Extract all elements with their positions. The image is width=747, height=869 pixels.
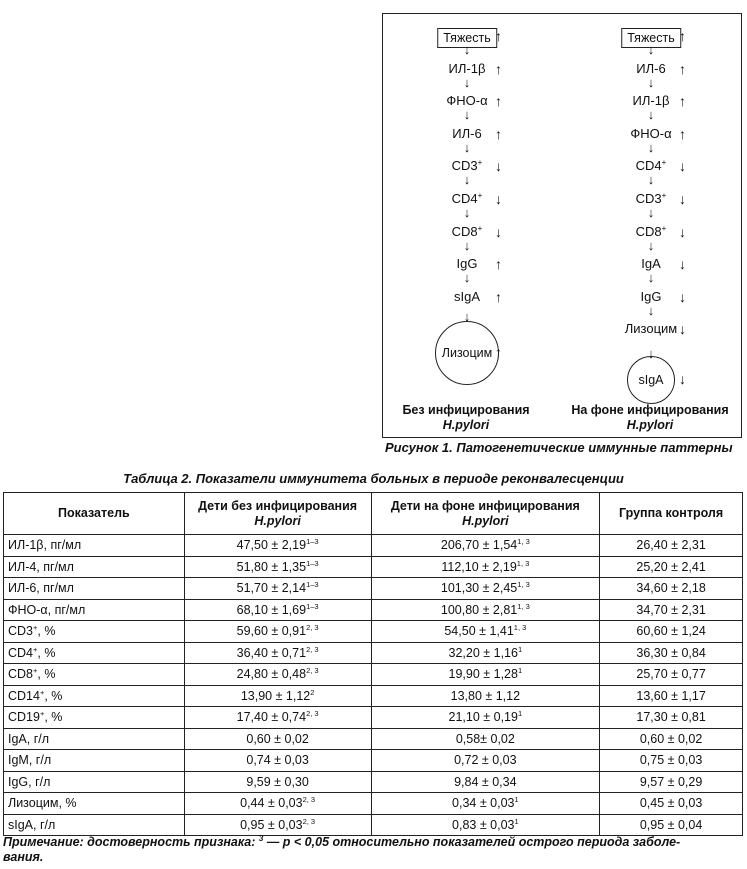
cell-no-infection: $24,80 \pm 0,48^{2, 3}$ xyxy=(184,664,371,686)
cell-indicator: CD3+, % xyxy=(4,621,185,643)
node-label: IgG xyxy=(640,288,662,304)
node-circle: sIgA xyxy=(627,356,675,404)
cell-no-infection: $51,70 \pm 2,14^{1-3}$ xyxy=(184,578,371,600)
down-arrow-icon: ↓ xyxy=(647,139,655,155)
cell-control: 9,57 ± 0,29 xyxy=(600,771,743,793)
left-column-caption xyxy=(371,403,561,433)
node-label: CD3 xyxy=(451,158,478,174)
table-row xyxy=(4,599,743,621)
cell-control: 26,40 ± 2,31 xyxy=(600,535,743,557)
down-arrow-icon: ↓ xyxy=(647,270,655,286)
cell-indicator: IgM, г/л xyxy=(4,750,185,772)
node-label: ИЛ-1β xyxy=(448,60,486,76)
trend-arrow-icon: ↓ xyxy=(495,191,502,207)
down-arrow-icon: ↓ xyxy=(647,205,655,220)
down-arrow-icon: ↓ xyxy=(463,309,471,324)
cell-no-infection: $47,50 \pm 2,19^{1-3}$ xyxy=(184,535,371,557)
table-row xyxy=(4,728,743,750)
trend-arrow-icon: ↓ xyxy=(679,158,686,175)
cell-with-infection: $21,10 \pm 0,19^1$ xyxy=(371,707,600,729)
trend-arrow-icon: ↑ xyxy=(679,125,686,142)
right-caption-line1: На фоне инфицирования xyxy=(571,403,729,417)
cell-with-infection: $0,34 \pm 0,03^1$ xyxy=(371,793,600,815)
pattern-node xyxy=(417,321,517,383)
cell-control: 34,70 ± 2,31 xyxy=(600,599,743,621)
trend-arrow-icon: ↓ xyxy=(679,321,686,338)
table-row xyxy=(4,793,743,815)
left-caption-line2: H.pylori xyxy=(442,418,490,432)
trend-arrow-icon: ↑ xyxy=(679,93,686,110)
cell-control: 25,20 ± 2,41 xyxy=(600,556,743,578)
trend-arrow-icon: ↑ xyxy=(495,93,502,110)
cell-with-infection: $112,10 \pm 2,19^{1, 3}$ xyxy=(371,556,600,578)
node-label: CD8 xyxy=(635,223,662,239)
table-row xyxy=(4,642,743,664)
cell-no-infection: $59,60 \pm 0,91^{2, 3}$ xyxy=(184,621,371,643)
down-arrow-icon: ↓ xyxy=(463,172,471,188)
node-label-sup: + xyxy=(661,158,667,168)
trend-arrow-icon: ↓ xyxy=(679,256,686,273)
cell-control: 0,60 ± 0,02 xyxy=(600,728,743,750)
note-text: — p < 0,05 относительно показателей острого периода заболе- xyxy=(263,835,681,849)
table-row xyxy=(4,664,743,686)
down-arrow-icon: ↓ xyxy=(647,237,655,253)
trend-arrow-icon: ↑ xyxy=(495,256,502,273)
node-label-sup: + xyxy=(661,223,667,233)
cell-control: 17,30 ± 0,81 xyxy=(600,707,743,729)
note-prefix: Примечание: достоверность признака: xyxy=(3,835,259,849)
cell-no-infection: $0,44 \pm 0,03^{2, 3}$ xyxy=(184,793,371,815)
trend-arrow-icon: ↑ xyxy=(495,344,502,360)
figure-title: Рисунок 1. Патогенетические иммунные паттерны xyxy=(385,440,733,455)
cell-no-infection: $36,40 \pm 0,71^{2, 3}$ xyxy=(184,642,371,664)
trend-arrow-icon: ↓ xyxy=(679,371,686,387)
trend-arrow-icon: ↑ xyxy=(495,125,502,142)
header-control-group: Группа контроля xyxy=(600,493,743,535)
node-label-sup: + xyxy=(477,158,483,168)
table-row xyxy=(4,621,743,643)
node-label: ФНО-α xyxy=(630,125,672,141)
note-sup: 3 xyxy=(258,834,264,843)
down-arrow-icon: ↓ xyxy=(463,107,471,123)
down-arrow-icon: ↓ xyxy=(463,237,471,253)
note-line2: вания. xyxy=(3,850,44,864)
down-arrow-icon: ↓ xyxy=(647,42,655,57)
node-label: CD3 xyxy=(635,191,662,206)
table-row xyxy=(4,814,743,836)
immunity-table xyxy=(3,492,743,836)
cell-indicator: CD19+, % xyxy=(4,707,185,729)
cell-no-infection: 9,59 ± 0,30 xyxy=(184,771,371,793)
node-label: ФНО-α xyxy=(446,93,488,109)
down-arrow-icon: ↓ xyxy=(647,74,655,90)
down-arrow-icon: ↓ xyxy=(647,302,655,318)
figure-box xyxy=(382,13,742,438)
trend-arrow-icon: ↓ xyxy=(495,158,502,175)
node-label-sup: + xyxy=(661,191,667,200)
node-label: IgA xyxy=(641,256,661,272)
header-no-infection: Дети без инфицирования H.pylori xyxy=(184,493,371,535)
node-box: Тяжесть xyxy=(437,28,497,48)
cell-control: 25,70 ± 0,77 xyxy=(600,664,743,686)
cell-indicator: CD8+, % xyxy=(4,664,185,686)
cell-indicator: CD14+, % xyxy=(4,685,185,707)
table-row xyxy=(4,707,743,729)
cell-indicator: ИЛ-6, пг/мл xyxy=(4,578,185,600)
cell-indicator: sIgA, г/л xyxy=(4,814,185,836)
down-arrow-icon: ↓ xyxy=(463,74,471,90)
table-row xyxy=(4,685,743,707)
node-label-sup: + xyxy=(477,223,483,233)
cell-control: 13,60 ± 1,17 xyxy=(600,685,743,707)
table-row xyxy=(4,750,743,772)
cell-with-infection: $19,90 \pm 1,28^1$ xyxy=(371,664,600,686)
table-row xyxy=(4,535,743,557)
cell-indicator: ИЛ-4, пг/мл xyxy=(4,556,185,578)
down-arrow-icon: ↓ xyxy=(463,42,471,57)
cell-control: 36,30 ± 0,84 xyxy=(600,642,743,664)
cell-indicator: IgG, г/л xyxy=(4,771,185,793)
trend-arrow-icon: ↓ xyxy=(679,223,686,240)
cell-control: 60,60 ± 1,24 xyxy=(600,621,743,643)
trend-arrow-icon: ↑ xyxy=(495,28,502,44)
table-row xyxy=(4,578,743,600)
cell-indicator: IgA, г/л xyxy=(4,728,185,750)
down-arrow-icon: ↓ xyxy=(463,139,471,155)
cell-with-infection: $54,50 \pm 1,41^{1, 3}$ xyxy=(371,621,600,643)
down-arrow-icon: ↓ xyxy=(647,346,655,361)
cell-with-infection: $206,70 \pm 1,54^{1, 3}$ xyxy=(371,535,600,557)
cell-no-infection: 0,60 ± 0,02 xyxy=(184,728,371,750)
cell-with-infection: $32,20 \pm 1,16^1$ xyxy=(371,642,600,664)
down-arrow-icon: ↓ xyxy=(647,172,655,188)
pattern-node xyxy=(601,321,701,337)
trend-arrow-icon: ↑ xyxy=(679,60,686,77)
node-label-sup: + xyxy=(477,191,483,200)
cell-with-infection: 13,80 ± 1,12 xyxy=(371,685,600,707)
cell-no-infection: $68,10 \pm 1,69^{1-3}$ xyxy=(184,599,371,621)
node-label: ИЛ-6 xyxy=(636,60,666,76)
cell-no-infection: $17,40 \pm 0,74^{2, 3}$ xyxy=(184,707,371,729)
node-label: CD4 xyxy=(635,158,662,174)
table-note xyxy=(3,835,743,865)
node-label: ИЛ-6 xyxy=(452,125,482,141)
node-label: Лизоцим xyxy=(624,321,678,337)
trend-arrow-icon: ↓ xyxy=(495,223,502,240)
node-label: IgG xyxy=(456,256,478,272)
pattern-node xyxy=(417,289,517,305)
cell-control: 0,95 ± 0,04 xyxy=(600,814,743,836)
header-with-infection: Дети на фоне инфицирования H.pylori xyxy=(371,493,600,535)
cell-no-infection: $51,80 \pm 1,35^{1-3}$ xyxy=(184,556,371,578)
left-caption-line1: Без инфицирования xyxy=(402,403,530,417)
cell-control: 34,60 ± 2,18 xyxy=(600,578,743,600)
cell-indicator: Лизоцим, % xyxy=(4,793,185,815)
cell-no-infection: 0,74 ± 0,03 xyxy=(184,750,371,772)
cell-no-infection: $13,90 \pm 1,12^2$ xyxy=(184,685,371,707)
trend-arrow-icon: ↑ xyxy=(495,288,502,305)
table-row xyxy=(4,771,743,793)
cell-indicator: ИЛ-1β, пг/мл xyxy=(4,535,185,557)
trend-arrow-icon: ↑ xyxy=(679,28,686,44)
cell-control: 0,45 ± 0,03 xyxy=(600,793,743,815)
cell-with-infection: 0,72 ± 0,03 xyxy=(371,750,600,772)
table-row xyxy=(4,556,743,578)
table-header-row xyxy=(4,493,743,535)
node-label: sIgA xyxy=(453,288,480,304)
cell-indicator: ФНО-α, пг/мл xyxy=(4,599,185,621)
down-arrow-icon: ↓ xyxy=(647,107,655,123)
table-title: Таблица 2. Показатели иммунитета больных в периоде реконвалесценции xyxy=(123,471,624,486)
down-arrow-icon: ↓ xyxy=(463,270,471,286)
cell-indicator: CD4+, % xyxy=(4,642,185,664)
cell-control: 0,75 ± 0,03 xyxy=(600,750,743,772)
node-circle: Лизоцим xyxy=(435,321,499,385)
trend-arrow-icon: ↓ xyxy=(679,288,686,305)
cell-with-infection: 9,84 ± 0,34 xyxy=(371,771,600,793)
cell-with-infection: $100,80 \pm 2,81^{1, 3}$ xyxy=(371,599,600,621)
node-box: Тяжесть xyxy=(621,28,681,48)
down-arrow-icon: ↓ xyxy=(463,205,471,220)
right-caption-line2: H.pylori xyxy=(626,418,674,432)
trend-arrow-icon: ↑ xyxy=(495,60,502,77)
right-column-caption xyxy=(555,403,745,433)
cell-with-infection: $101,30 \pm 2,45^{1, 3}$ xyxy=(371,578,600,600)
pattern-node xyxy=(601,356,701,402)
cell-with-infection: 0,58± 0,02 xyxy=(371,728,600,750)
node-label: ИЛ-1β xyxy=(632,93,670,109)
cell-no-infection: $0,95 \pm 0,03^{2, 3}$ xyxy=(184,814,371,836)
node-label: CD8 xyxy=(451,223,478,239)
node-label: CD4 xyxy=(451,191,478,206)
header-indicator: Показатель xyxy=(4,493,185,535)
trend-arrow-icon: ↓ xyxy=(679,191,686,207)
cell-with-infection: $0,83 \pm 0,03^1$ xyxy=(371,814,600,836)
